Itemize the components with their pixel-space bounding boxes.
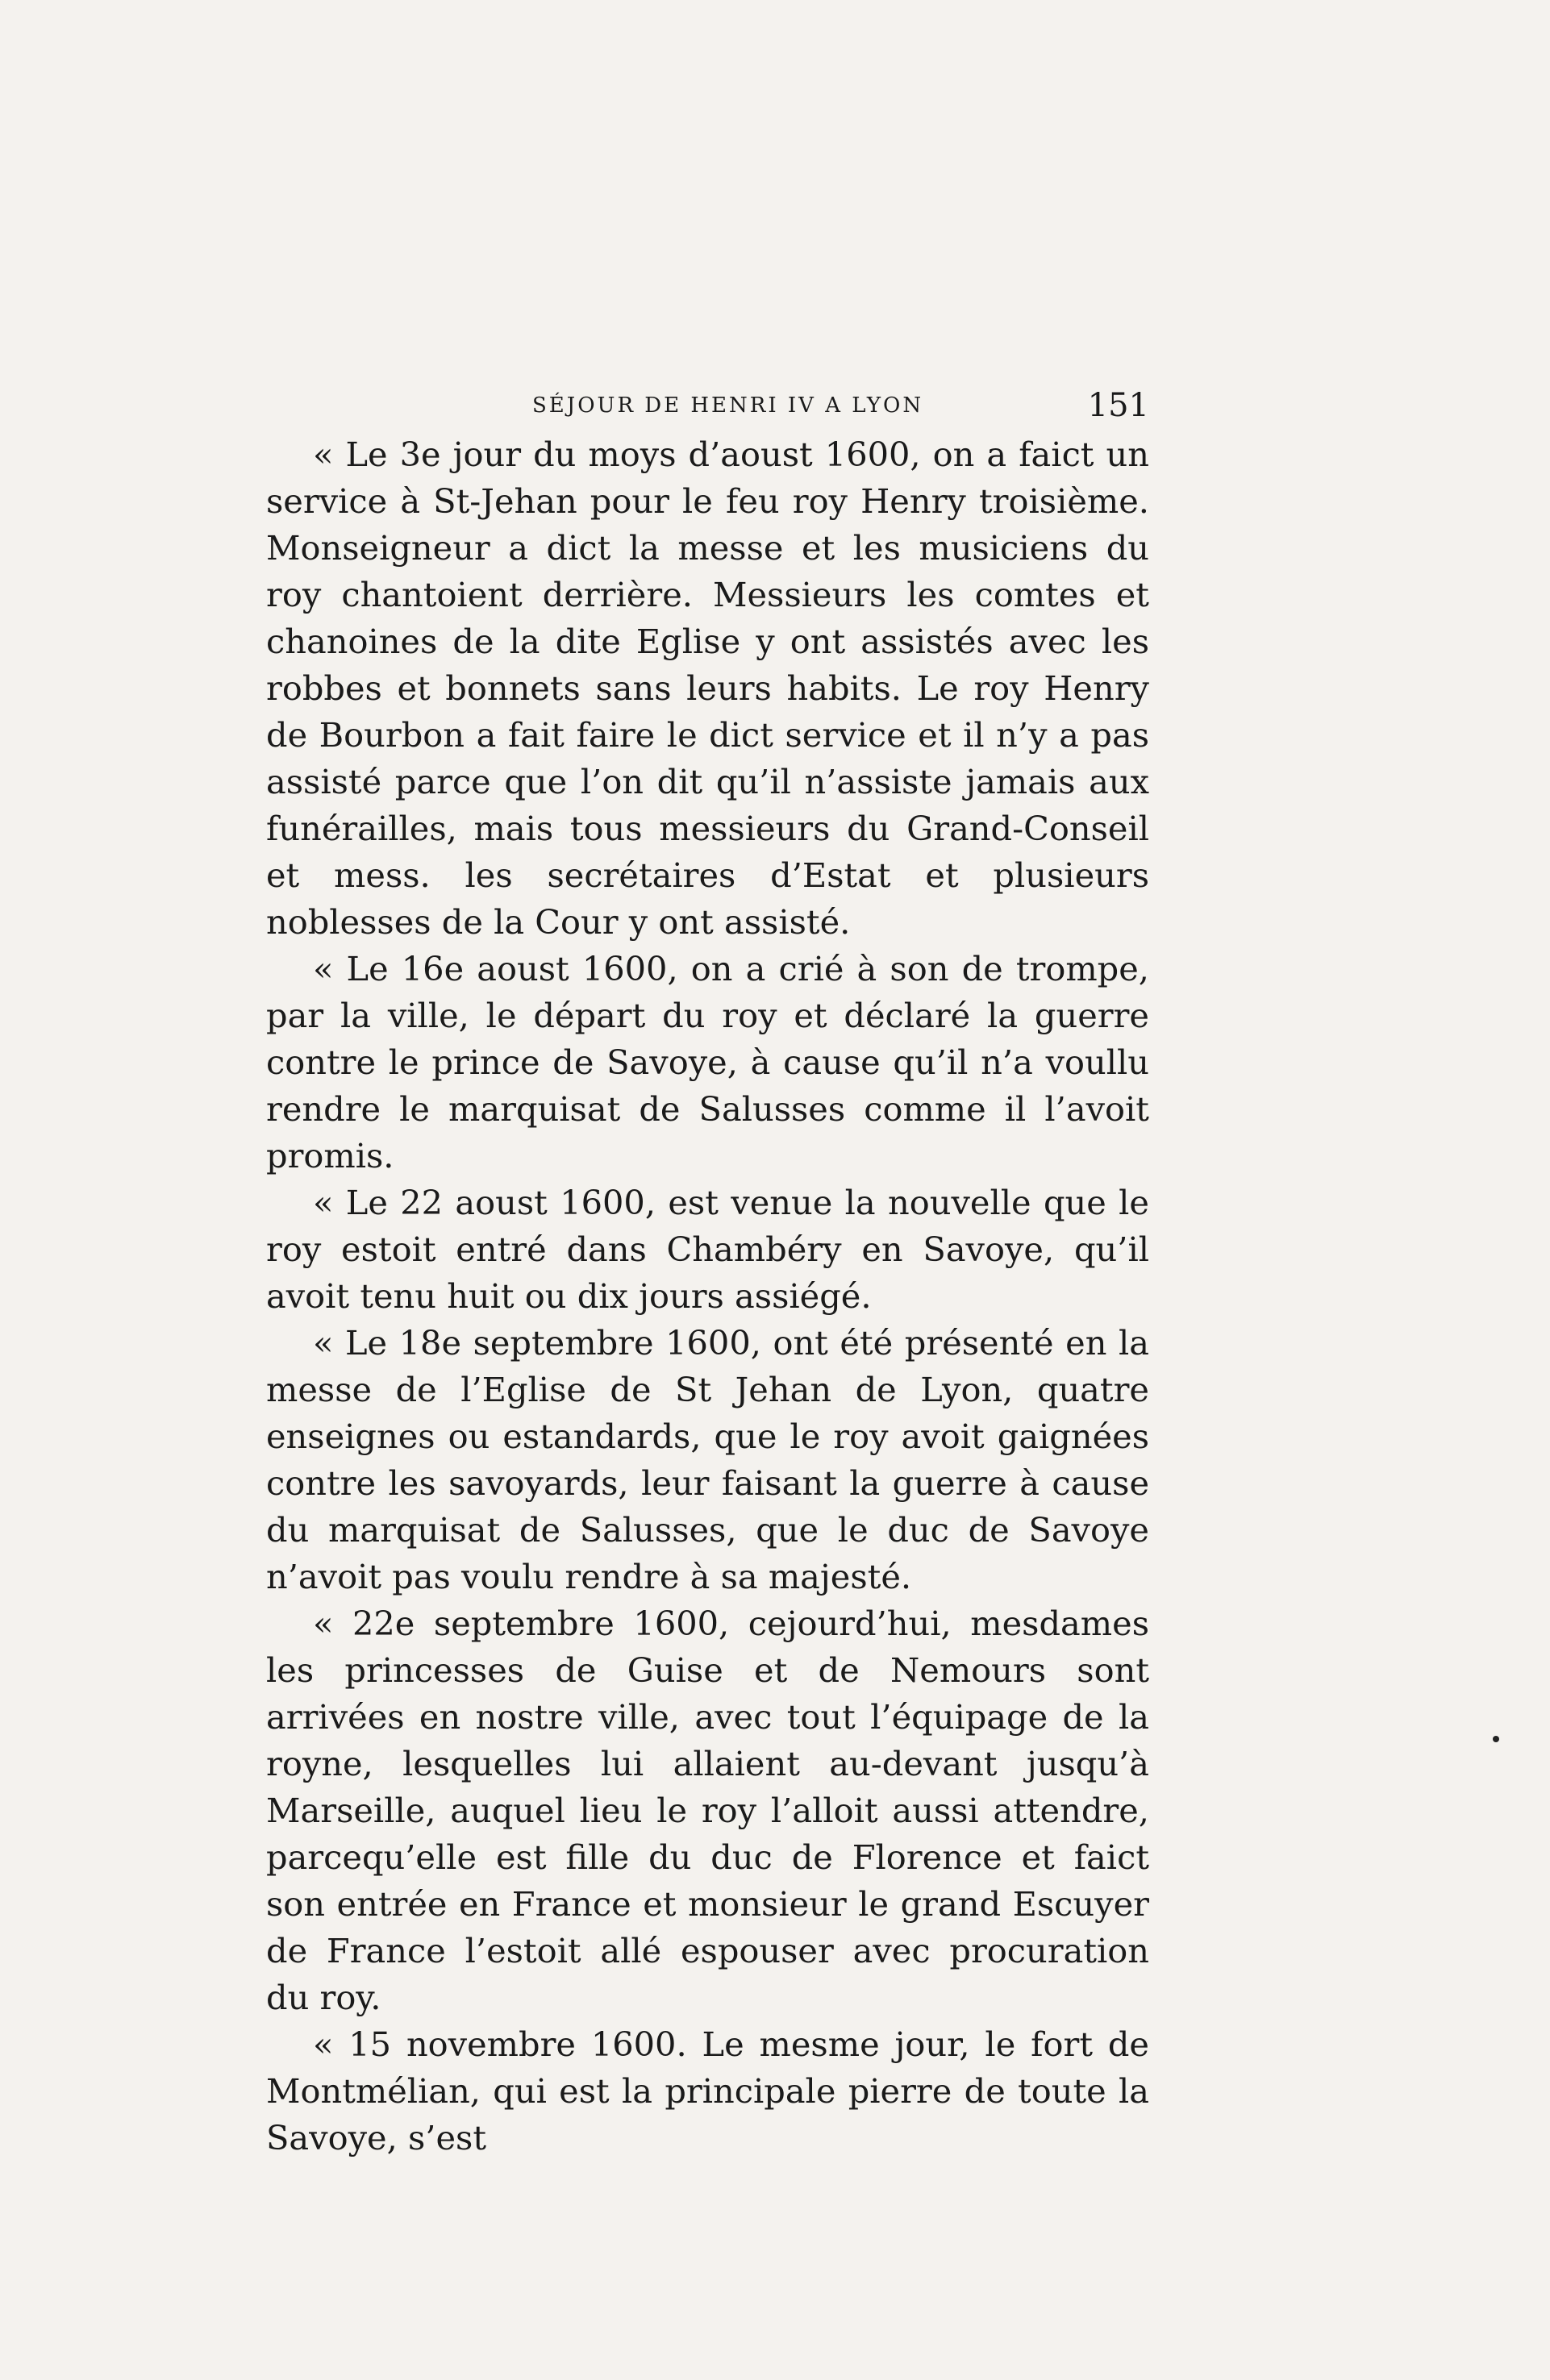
page-header	[266, 387, 1149, 435]
running-head: SÉJOUR DE HENRI IV A LYON	[532, 393, 924, 418]
page-number: 151	[1087, 387, 1149, 424]
ink-speck	[1493, 1736, 1499, 1742]
paragraph-4: « Le 18e septembre 1600, ont été présenté en la messe de l’Eglise de St Jehan de Lyon, quatre enseignes ou estandards, que le roy avoit gaignées contre les savoyards, leur faisant la guerre à cause du marquisat de Salusses, que le duc de Savoye n’avoit pas voulu rendre à sa majesté.	[266, 1323, 1149, 1596]
paragraph-6: « 15 novembre 1600. Le mesme jour, le fort de Montmélian, qui est la principale pierre de toute la Savoye, s’est	[266, 2024, 1149, 2157]
body-text	[266, 431, 1149, 2162]
paragraph-2: « Le 16e aoust 1600, on a crié à son de trompe, par la ville, le départ du roy et déclaré la guerre contre le prince de Savoye, à cause qu’il n’a voullu rendre le marquisat de Salusses comme il l’avoit promis.	[266, 949, 1149, 1175]
paragraph-1: « Le 3e jour du moys d’aoust 1600, on a faict un service à St-Jehan pour le feu roy Henry troisième. Monseigneur a dict la messe et les musiciens du roy chantoient derrière. Messieurs les comtes et chanoines de la dite Eglise y ont assistés avec les robbes et bonnets sans leurs habits. Le roy Henry de Bourbon a fait faire le dict service et il n’y a pas assisté parce que l’on dit qu’il n’assiste jamais aux funérailles, mais tous messieurs du Grand-Conseil et mess. les secrétaires d’Estat et plusieurs noblesses de la Cour y ont assisté.	[266, 435, 1149, 942]
paragraph-3: « Le 22 aoust 1600, est venue la nouvelle que le roy estoit entré dans Chambéry en Savoye, qu’il avoit tenu huit ou dix jours assiégé.	[266, 1183, 1149, 1316]
paragraph-5: « 22e septembre 1600, cejourd’hui, mesdames les princesses de Guise et de Nemours sont arrivées en nostre ville, avec tout l’équipage de la royne, lesquelles lui allaient au-devant jusqu’à Marseille, auquel lieu le roy l’alloit aussi attendre, parcequ’elle est fille du duc de Florence et faict son entrée en France et monsieur le grand Escuyer de France l’estoit allé espouser avec procuration du roy.	[266, 1604, 1149, 2017]
